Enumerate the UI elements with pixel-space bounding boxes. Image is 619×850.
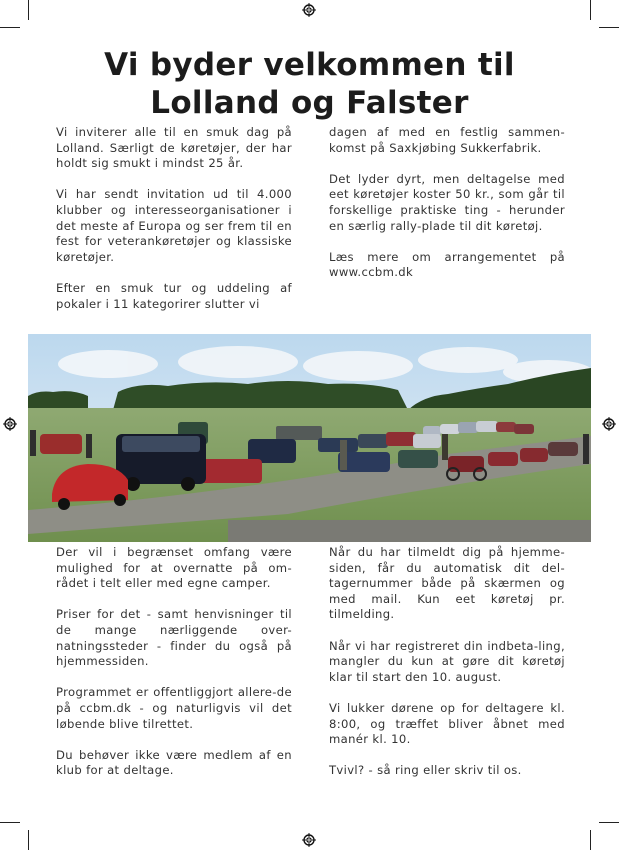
column-bottom-left [56,545,292,779]
column-top-right [329,125,565,281]
crop-mark-top-left-v [28,0,29,20]
registration-mark-icon [302,3,316,17]
tarmac [228,520,591,542]
column-top-left [56,125,292,312]
crop-mark-top-right-h [599,27,619,28]
crop-mark-bottom-left-v [28,830,29,850]
registration-mark-icon [602,417,616,431]
event-photo [28,334,591,542]
crop-mark-bottom-right-h [599,822,619,823]
registration-mark-icon [302,833,316,847]
title-line-1: Vi byder velkommen til [104,47,515,83]
classic-cars-photo-illustration [28,334,591,542]
column-bottom-right [329,545,565,779]
paragraph: Programmet er offentliggjort allere-de på ccbm.dk - og naturligvis vil det løbende blive tilrettet. [56,685,292,731]
crop-mark-bottom-right-v [590,830,591,850]
paragraph: Priser for det - samt henvisninger til de mange nærliggende over-natningssteder - finder du også på hjemmessiden. [56,607,292,669]
crop-mark-top-left-h [0,27,20,28]
paragraph: Du behøver ikke være medlem af en klub for at deltage. [56,747,292,778]
paragraph: Det lyder dyrt, men deltagelse med eet køretøjer koster 50 kr., som går til forskellige praktiske ting - herunder en særlig rally-plade til dit køretøj. [329,171,565,233]
paragraph: Der vil i begrænset omfang være mulighed for at overnatte på om-rådet i telt eller med egne camper. [56,545,292,591]
paragraph: dagen af med en festlig sammen-komst på Saxkjøbing Sukkerfabrik. [329,125,565,155]
paragraph: Når du har tilmeldt dig på hjemme-siden, får du automatisk dit del-tagernummer både på skærmen og med mail. Kun eet køretøj pr. tilmelding. [329,545,565,622]
paragraph: Tvivl? - så ring eller skriv til os. [329,763,522,778]
article-title [0,46,619,122]
paragraph: Når vi har registreret din indbeta-ling, mangler du kun at gøre dit køretøj klar til start den 10. august. [329,638,565,684]
paragraph: Vi lukker dørene op for deltagere kl. 8:00, og træffet bliver åbnet med manér kl. 10. [329,700,565,747]
paragraph: Vi inviterer alle til en smuk dag på Lolland. Særligt de køretøjer, der har holdt sig smukt i mindst 25 år. [56,125,292,171]
registration-mark-icon [3,417,17,431]
crop-mark-bottom-left-h [0,822,20,823]
paragraph: Efter en smuk tur og uddeling af pokaler i 11 kategorirer slutter vi [56,280,292,311]
crop-mark-top-right-v [590,0,591,20]
paragraph: Læs mere om arrangementet på www.ccbm.dk [329,249,565,280]
title-line-2: Lolland og Falster [150,85,469,121]
paragraph: Vi har sendt invitation ud til 4.000 klubber og interesseorganisationer i det meste af Europa og ser frem til en fest for veterankøretøjer og klassiske køretøjer. [56,187,292,264]
